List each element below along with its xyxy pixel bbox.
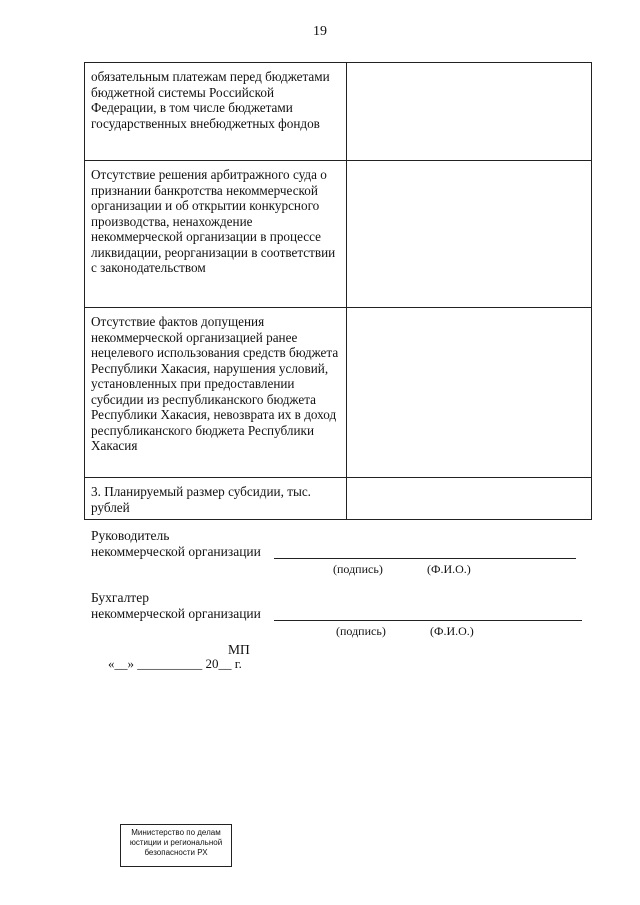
ministry-stamp [120,824,232,867]
head-org-line [91,544,261,560]
accountant-org-line [91,606,261,622]
accountant-signature-caption: (подпись) [336,624,386,638]
head-title: Руководитель [91,528,170,543]
seal-mark: МП [228,642,250,657]
accountant-title: Бухгалтер [91,590,149,605]
table-row [85,478,592,520]
value-cell [347,478,592,520]
head-signature-caption: (подпись) [333,562,383,576]
value-cell [347,308,592,478]
criterion-cell: обязательным платежам перед бюджетами бюджетной системы Российской Федерации, в том числе бюджетами государственных внебюджетных фондов [85,63,347,161]
stamp-line: юстиции и региональной [129,838,223,847]
page-number: 19 [313,24,327,39]
stamp-line: Министерство по делам [131,828,221,837]
value-cell [347,63,592,161]
head-org-label: некоммерческой организации [91,544,261,559]
date-line: «__» __________ 20__ г. [108,656,242,671]
table-row [85,63,592,161]
criterion-cell: 3. Планируемый размер субсидии, тыс. рублей [85,478,347,520]
accountant-name-caption: (Ф.И.О.) [430,624,474,638]
table-row [85,308,592,478]
value-cell [347,161,592,308]
table-row [85,161,592,308]
head-name-caption: (Ф.И.О.) [427,562,471,576]
criterion-cell: Отсутствие фактов допущения некоммерческой организацией ранее нецелевого использования средств бюджета Республики Хакасия, нарушения условий, установленных при предоставлении субсидии из республиканского бюджета Республики Хакасия, невозврата их в доход республиканского бюджета Республики Хакасия [85,308,347,478]
stamp-line: безопасности РХ [144,848,208,857]
accountant-signature-block [91,590,261,622]
accountant-signature-rule [274,620,582,621]
criterion-cell: Отсутствие решения арбитражного суда о признании банкротства некоммерческой организации и об открытии конкурсного производства, ненахождение некоммерческой организации в процессе ликвидации, реорганизации в соответствии с законодательством [85,161,347,308]
accountant-org-label: некоммерческой организации [91,606,261,621]
head-signature-block [91,528,261,560]
head-signature-rule [274,558,576,559]
criteria-table [84,62,592,520]
